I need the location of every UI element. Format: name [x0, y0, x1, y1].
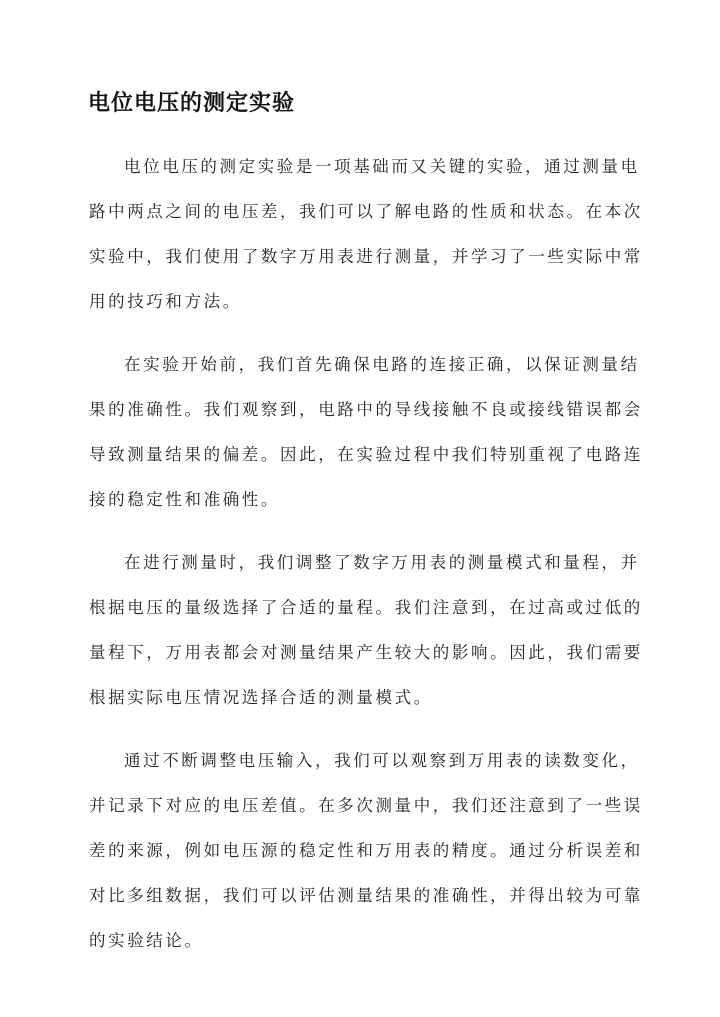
- paragraph: [89, 342, 643, 522]
- paragraph: [89, 540, 643, 720]
- paragraph-line: 实验中，我们使用了数字万用表进行测量，并学习了一些实际中常: [89, 247, 643, 266]
- paragraph-line: 并记录下对应的电压差值。在多次测量中，我们还注意到了一些误: [89, 796, 643, 815]
- paragraph-line: 根据电压的量级选择了合适的量程。我们注意到，在过高或过低的: [89, 598, 643, 617]
- paragraph-line: 的实验结论。: [89, 931, 204, 950]
- paragraph-line: 路中两点之间的电压差，我们可以了解电路的性质和状态。在本次: [89, 202, 643, 221]
- paragraph-line: 接的稳定性和准确性。: [89, 490, 280, 509]
- paragraph: [89, 144, 643, 324]
- paragraph-line: 果的准确性。我们观察到，电路中的导线接触不良或接线错误都会: [89, 400, 643, 419]
- paragraph-line: 通过不断调整电压输入，我们可以观察到万用表的读数变化，: [124, 751, 640, 770]
- paragraph-line: 根据实际电压情况选择合适的测量模式。: [89, 688, 433, 707]
- paragraph-line: 差的来源，例如电压源的稳定性和万用表的精度。通过分析误差和: [89, 841, 643, 860]
- paragraph-line: 量程下，万用表都会对测量结果产生较大的影响。因此，我们需要: [89, 643, 643, 662]
- document-title: 电位电压的测定实验: [88, 90, 296, 116]
- paragraph-line: 对比多组数据，我们可以评估测量结果的准确性，并得出较为可靠: [89, 886, 643, 905]
- document-body: [89, 144, 643, 981]
- paragraph-line: 在实验开始前，我们首先确保电路的连接正确，以保证测量结: [124, 355, 640, 374]
- paragraph-line: 电位电压的测定实验是一项基础而又关键的实验，通过测量电: [124, 157, 640, 176]
- paragraph-line: 导致测量结果的偏差。因此，在实验过程中我们特别重视了电路连: [89, 445, 643, 464]
- paragraph-line: 用的技巧和方法。: [89, 292, 242, 311]
- paragraph-line: 在进行测量时，我们调整了数字万用表的测量模式和量程，并: [124, 553, 640, 572]
- paragraph: [89, 738, 643, 963]
